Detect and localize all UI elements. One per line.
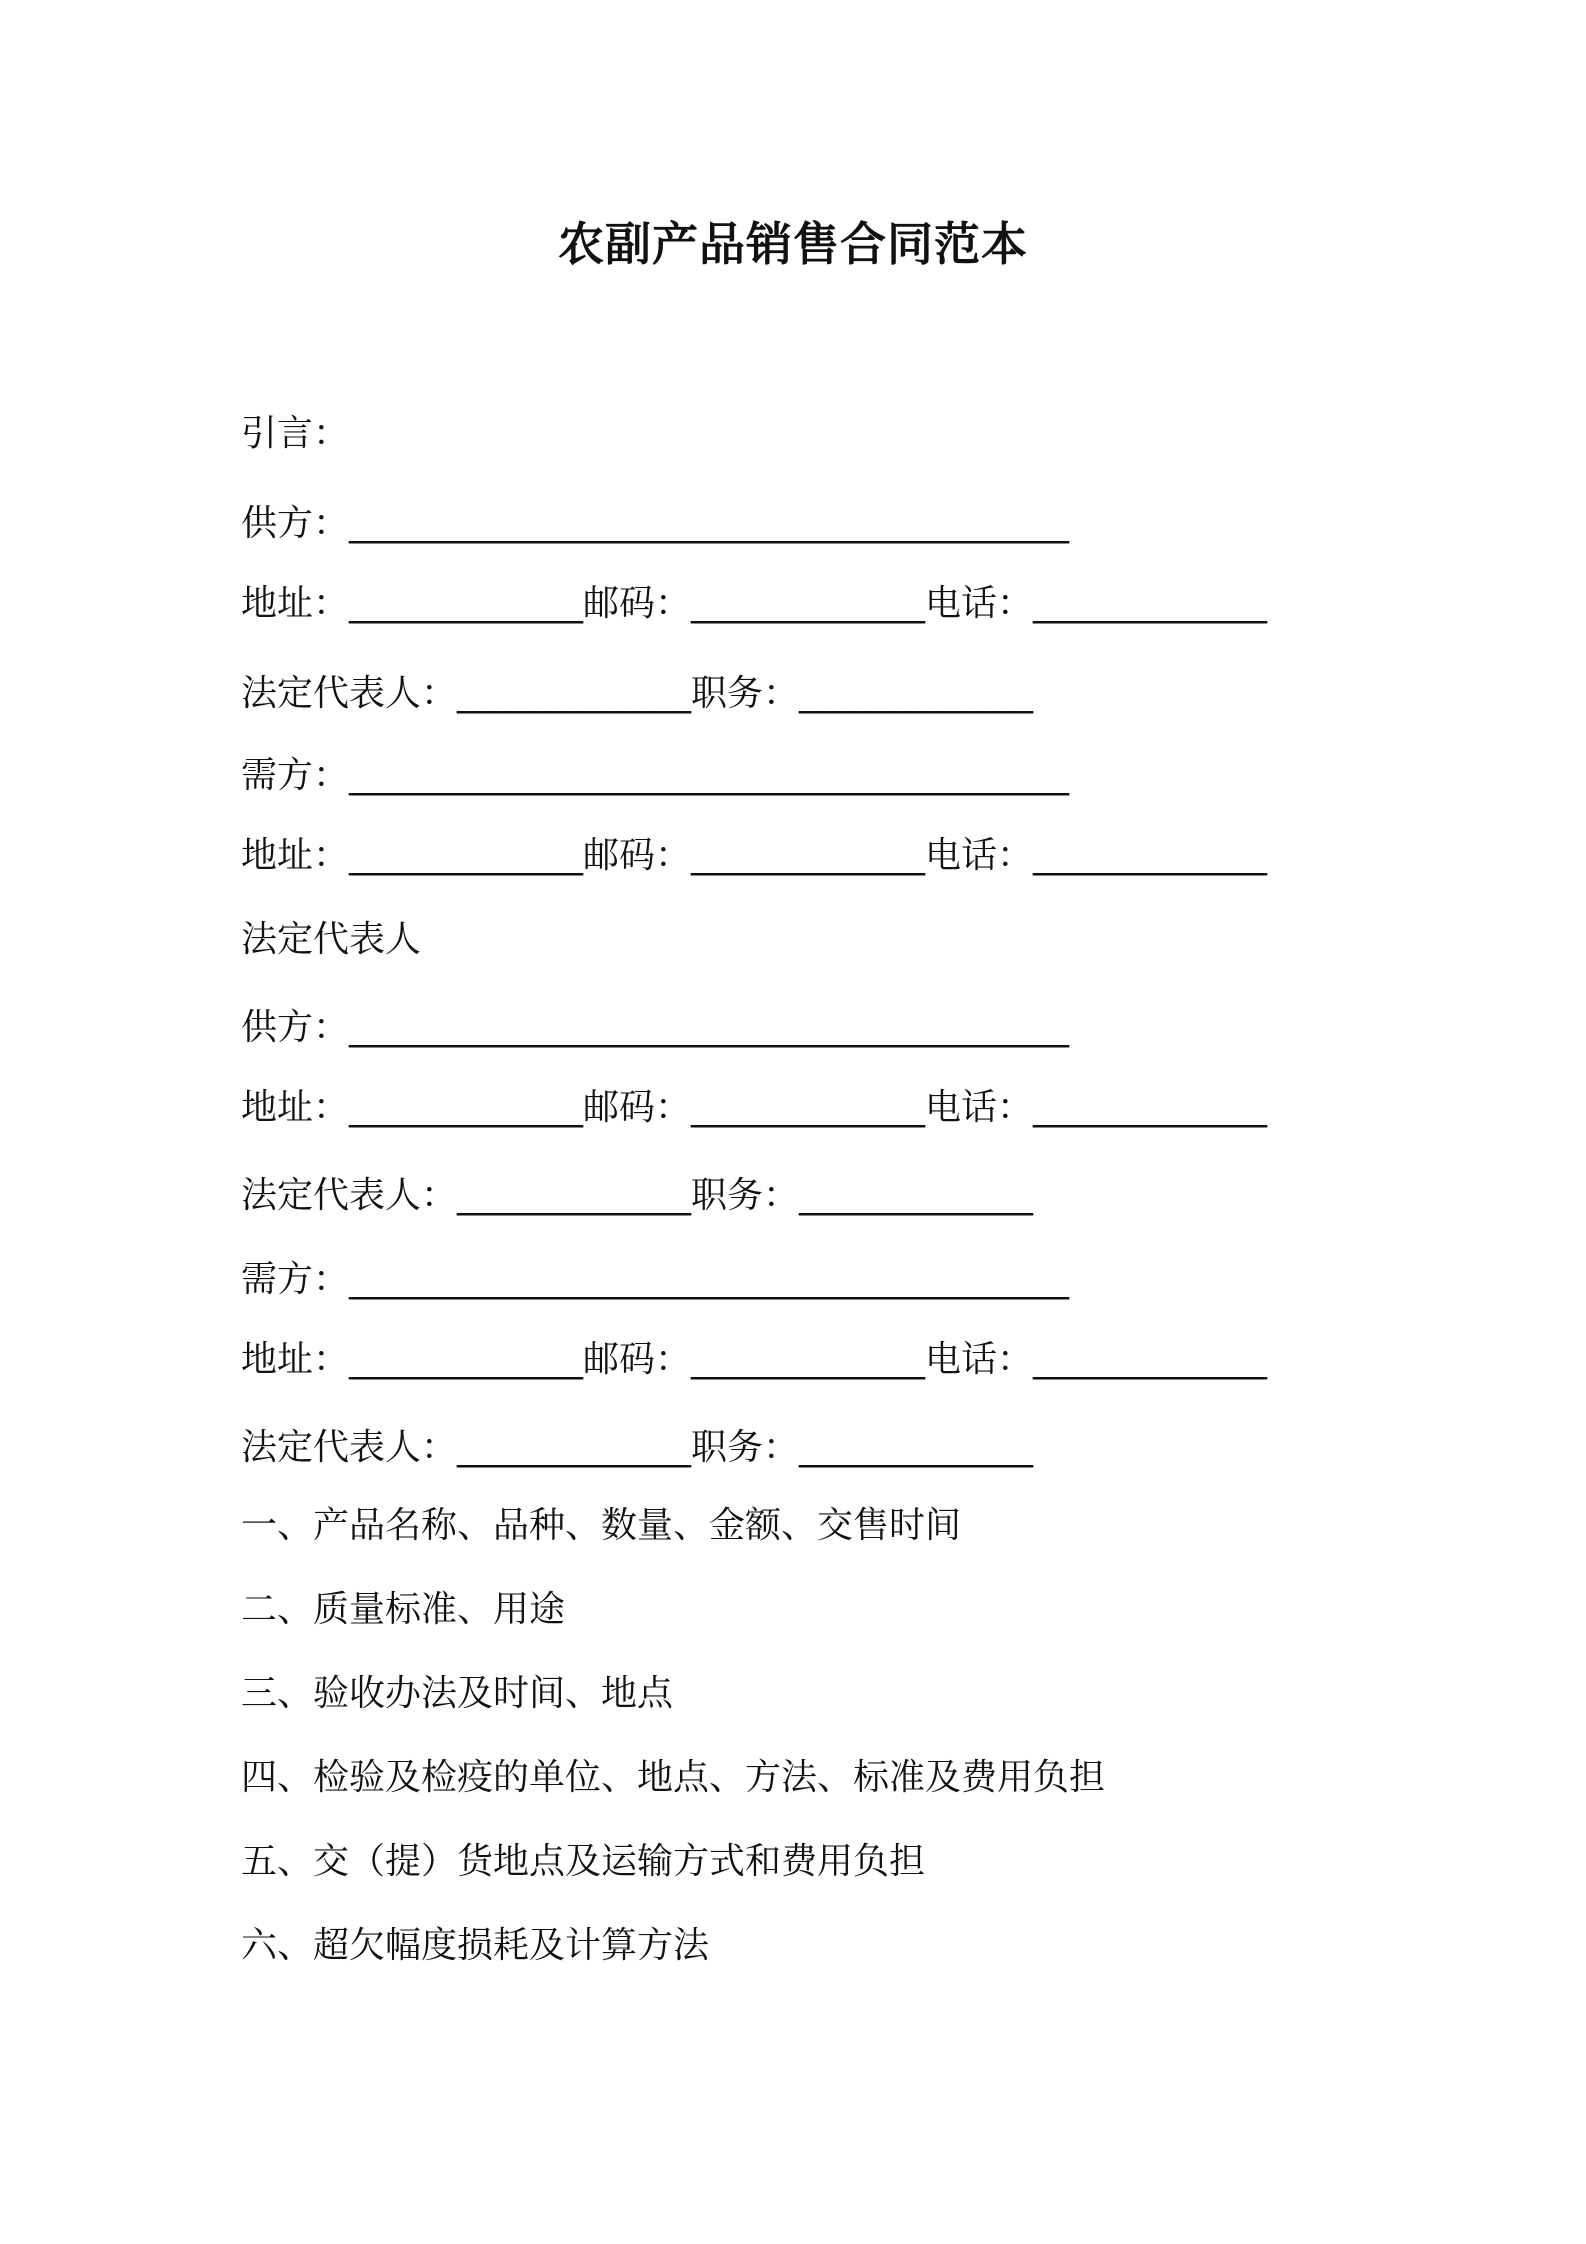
- buyer-address-line: 地址：_____________邮码：_____________电话：_____________: [241, 835, 1268, 876]
- buyer-line: 需方：________________________________________: [241, 1259, 1070, 1300]
- supplier-address-line: 地址：_____________邮码：_____________电话：_____________: [241, 1087, 1268, 1128]
- section-heading: 一、产品名称、品种、数量、金额、交售时间: [241, 1505, 962, 1546]
- supplier-representative-line: 法定代表人：_____________职务：_____________: [241, 673, 1034, 714]
- buyer-representative-line: 法定代表人：_____________职务：_____________: [241, 1427, 1034, 1468]
- section-heading: 六、超欠幅度损耗及计算方法: [241, 1925, 710, 1966]
- document-title: 农副产品销售合同范本: [558, 217, 1028, 271]
- supplier-representative-line: 法定代表人：_____________职务：_____________: [241, 1175, 1034, 1216]
- buyer-representative-line: 法定代表人: [241, 919, 422, 960]
- section-heading: 三、验收办法及时间、地点: [241, 1673, 674, 1714]
- supplier-line: 供方：________________________________________: [241, 1007, 1070, 1048]
- supplier-address-line: 地址：_____________邮码：_____________电话：_____________: [241, 583, 1268, 624]
- buyer-address-line: 地址：_____________邮码：_____________电话：_____________: [241, 1339, 1268, 1380]
- intro-label: 引言：: [241, 413, 350, 454]
- section-heading: 四、检验及检疫的单位、地点、方法、标准及费用负担: [241, 1757, 1106, 1798]
- section-heading: 五、交（提）货地点及运输方式和费用负担: [241, 1841, 926, 1882]
- supplier-line: 供方：________________________________________: [241, 503, 1070, 544]
- buyer-line: 需方：________________________________________: [241, 755, 1070, 796]
- section-heading: 二、质量标准、用途: [241, 1589, 566, 1630]
